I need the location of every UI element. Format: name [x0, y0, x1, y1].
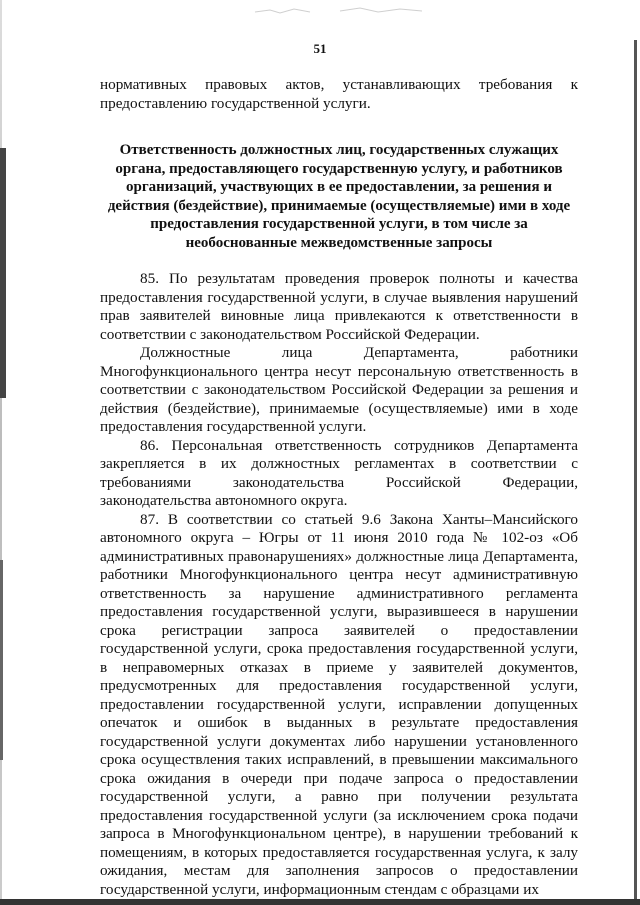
scan-edge-left: [0, 0, 2, 905]
scan-artifact-left-lower: [0, 560, 3, 760]
intro-paragraph: нормативных правовых актов, устанавливающих требования к предоставлению государственной услуги.: [100, 76, 578, 112]
document-body: [100, 76, 578, 899]
scan-artifact-left: [0, 148, 6, 398]
page-number: 51: [313, 41, 327, 56]
scan-noise: [250, 4, 430, 18]
paragraph-87: 87. В соответствии со статьей 9.6 Закона Ханты–Мансийского автономного округа – Югры от 11 июня 2010 года № 102-оз «Об административных правонарушениях» должностные лица Департамента, работники Многофункционального центра несут административную ответственность за нарушение административного регламента предоставления государственной услуги, выразившееся в нарушении срока регистрации запроса заявителей о предоставлении государственной услуги, срока предоставления государственной услуги, в неправомерных отказах в приеме у заявителей документов, предусмотренных для предоставления государственной услуги, предоставлении государственной услуги, исправлении допущенных опечаток и ошибок в выданных в результате предоставления государственной услуги документах либо нарушении установленного срока осуществления таких исправлений, в превышении максимального срока ожидания в очереди при подаче запроса о предоставлении государственной услуги, а равно при получении результата предоставления государственной услуги (за исключением срока подачи запроса в Многофункциональном центре), в нарушении требований к помещениям, в которых предоставляется государственная услуга, к залу ожидания, местам для заполнения запросов о предоставлении государственной услуги, информационным стендам с образцами их: [100, 510, 578, 898]
scan-edge-bottom: [0, 899, 640, 905]
section-heading: Ответственность должностных лиц, государственных служащих органа, предоставляющего государственную услугу, и работников организаций, участвующих в ее предоставлении, за решения и действия (бездействие), принимаемые (осуществляемые) ими в ходе предоставления государственной услуги, в том числе за необоснованные межведомственные запросы: [107, 142, 571, 251]
paragraph-85: 85. По результатам проведения проверок полноты и качества предоставления государственной услуги, в случае выявления нарушений прав заявителей виновные лица привлекаются к ответственности в соответствии с законодательством Российской Федерации.: [100, 270, 578, 343]
paragraph-officials: Должностные лица Департамента, работники Многофункционального центра несут персональную ответственность в соответствии с законодательством Российской Федерации за решения и действия (бездействие), принимаемые (осуществляемые) ими в ходе предоставления государственной услуги.: [100, 344, 578, 435]
scan-edge-right: [634, 40, 637, 900]
paragraph-86: 86. Персональная ответственность сотрудников Департамента закрепляется в их должностных регламентах в соответствии с требованиями законодательства Российской Федерации, законодательства автономного округа.: [100, 436, 578, 509]
